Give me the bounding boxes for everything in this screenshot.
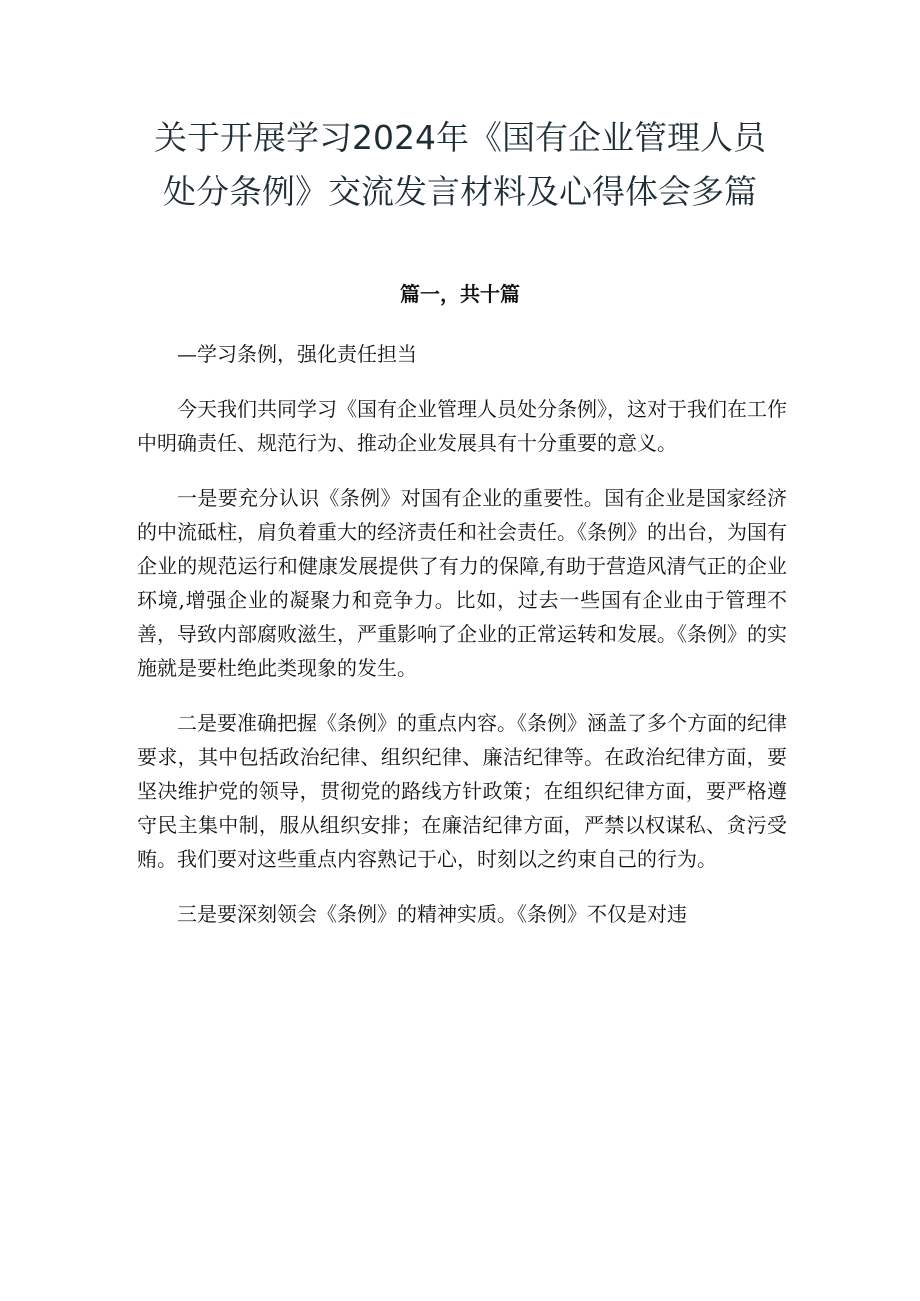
subheading-paragraph: —学习条例，强化责任担当	[177, 342, 417, 366]
document-title	[100, 111, 820, 219]
point-three-paragraph: 三是要深刻领会《条例》的精神实质。《条例》不仅是对违	[177, 902, 687, 926]
document-title-line-2: 处分条例》交流发言材料及心得体会多篇	[163, 172, 757, 211]
document-body	[137, 337, 787, 952]
document-title-line-1: 关于开展学习2024年《国有企业管理人员	[154, 118, 766, 157]
section-heading: 篇一，共十篇	[400, 282, 520, 306]
intro-paragraph: 今天我们共同学习《国有企业管理人员处分条例》，这对于我们在工作中明确责任、规范行为、推动企业发展具有十分重要的意义。	[137, 397, 787, 455]
point-two-paragraph: 二是要准确把握《条例》的重点内容。《条例》涵盖了多个方面的纪律要求，其中包括政治纪律、组织纪律、廉洁纪律等。在政治纪律方面，要坚决维护党的领导，贯彻党的路线方针政策；在组织纪律方面，要严格遵守民主集中制，服从组织安排；在廉洁纪律方面，严禁以权谋私、贪污受贿。我们要对这些重点内容熟记于心，时刻以之约束自己的行为。	[137, 711, 787, 871]
point-one-paragraph: 一是要充分认识《条例》对国有企业的重要性。国有企业是国家经济的中流砥柱，肩负着重大的经济责任和社会责任。《条例》的出台，为国有企业的规范运行和健康发展提供了有力的保障,有助于营造风清气正的企业环境,增强企业的凝聚力和竞争力。比如，过去一些国有企业由于管理不善，导致内部腐败滋生，严重影响了企业的正常运转和发展。《条例》的实施就是要杜绝此类现象的发生。	[137, 486, 787, 680]
